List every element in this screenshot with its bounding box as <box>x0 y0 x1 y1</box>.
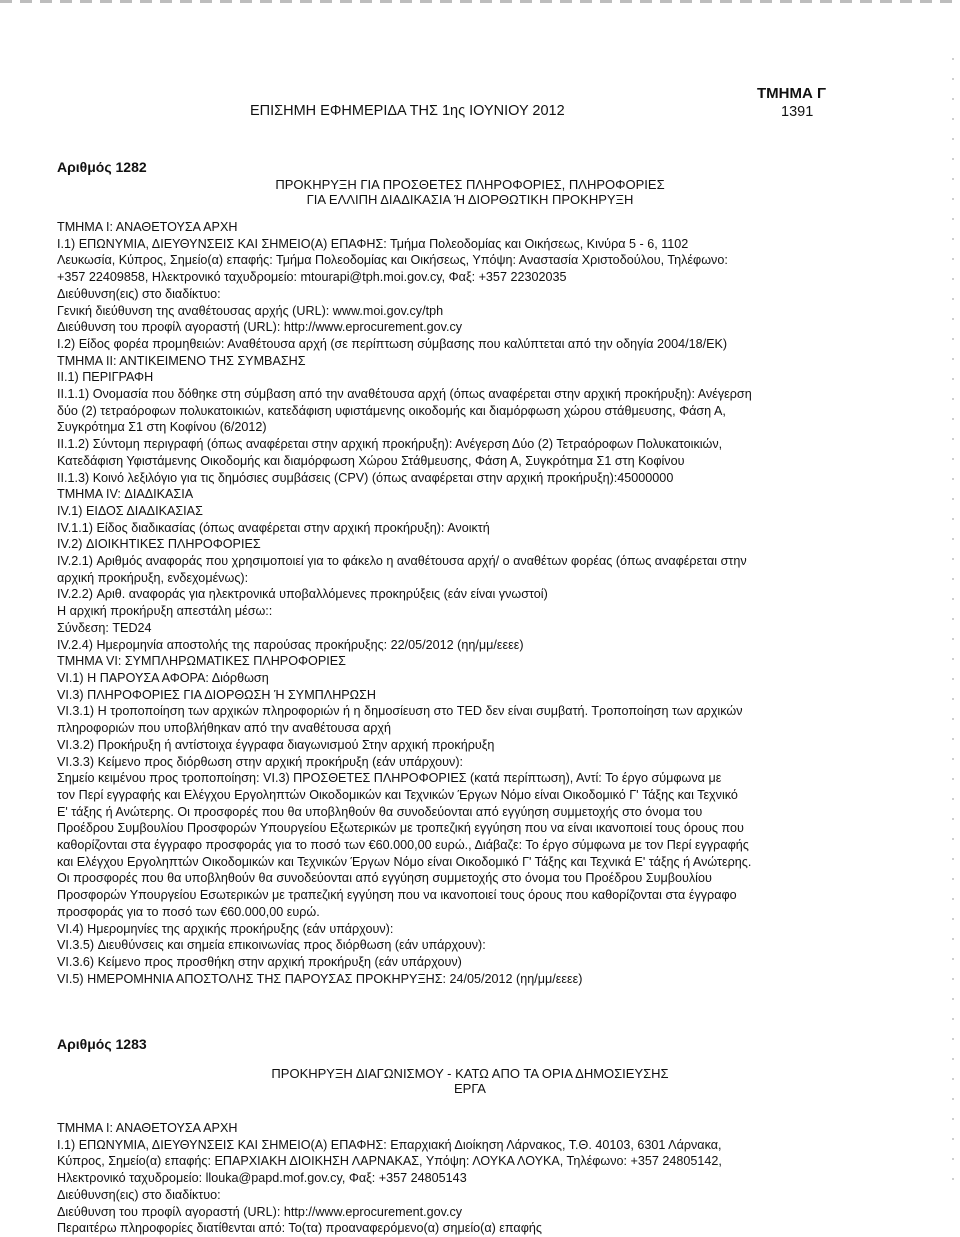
notice-title <box>140 177 800 207</box>
body-line: VI.4) Ημερομηνίες της αρχικής προκήρυξης (εάν υπάρχουν): <box>57 921 394 936</box>
notice-title <box>140 1066 800 1096</box>
body-line: VI.3.2) Προκήρυξη ή αντίστοιχα έγγραφα διαγωνισμού Στην αρχική προκήρυξη <box>57 737 495 752</box>
body-line: ΤΜΗΜΑ VI: ΣΥΜΠΛΗΡΩΜΑΤΙΚΕΣ ΠΛΗΡΟΦΟΡΙΕΣ <box>57 654 346 669</box>
scan-edge-marks <box>952 40 954 1190</box>
body-line: VI.3.3) Κείμενο προς διόρθωση στην αρχική προκήρυξη (εάν υπάρχουν): <box>57 754 464 769</box>
notice-body <box>57 219 834 987</box>
body-line: τον Περί εγγραφής και Ελέγχου Εργοληπτών Οικοδομικών και Τεχνικών Έργων Νόμο είναι Οικοδομικό Γ' Τάξης και Τεχνικό <box>57 787 738 802</box>
journal-title: ΕΠΙΣΗΜΗ ΕΦΗΜΕΡΙΔΑ ΤΗΣ 1ης ΙΟΥΝΙΟΥ 2012 <box>250 103 565 119</box>
body-line: Προέδρου Συμβουλίου Προσφορών Υπουργείου Εξωτερικών με τροπεζική εγγύηση που να είναι ικανοποιεί τους όρους που <box>57 821 744 836</box>
notice-title-line: ΓΙΑ ΕΛΛΙΠΗ ΔΙΑΔΙΚΑΣΙΑ Ή ΔΙΟΡΘΩΤΙΚΗ ΠΡΟΚΗΡΥΞΗ <box>306 192 634 207</box>
body-line: VI.3.6) Κείμενο προς προσθήκη στην αρχική προκήρυξη (εάν υπάρχουν) <box>57 954 462 969</box>
body-line: Ηλεκτρονικό ταχυδρομείο: llouka@papd.mof.gov.cy, Φαξ: +357 24805143 <box>57 1171 467 1186</box>
body-line: αρχική προκήρυξη, ενδεχομένως): <box>57 570 249 585</box>
body-line: VI.3.5) Διευθύνσεις και σημεία επικοινωνίας προς διόρθωση (εάν υπάρχουν): <box>57 938 486 953</box>
body-line: ΤΜΗΜΑ ΙΙ: ΑΝΤΙΚΕΙΜΕΝΟ ΤΗΣ ΣΥΜΒΑΣΗΣ <box>57 353 306 368</box>
body-line: Προσφορών Υπουργείου Εσωτερικών με τραπεζική εγγύηση που να ικανοποιεί τους όρους που καθορίζονται στα έγγραφο <box>57 888 737 903</box>
body-line: Διεύθυνση(εις) στο διαδίκτυο: <box>57 1187 221 1202</box>
body-line: ΤΜΗΜΑ Ι: ΑΝΑΘΕΤΟΥΣΑ ΑΡΧΗ <box>57 220 238 234</box>
body-line: Διεύθυνση του προφίλ αγοραστή (URL): http://www.eprocurement.gov.cy <box>57 320 463 335</box>
body-line: ΤΜΗΜΑ IV: ΔΙΑΔΙΚΑΣΙΑ <box>57 487 194 502</box>
body-line: καθορίζονται στα έγγραφο προσφοράς για το ποσό των €60.000,00 ευρώ., Διάβαζε: Το έργο σύμφωνα με τον Περί εγγραφής <box>57 838 749 853</box>
body-line: πληροφοριών που υποβλήθηκαν από την αναθέτουσα αρχή <box>57 721 392 736</box>
scan-edge-noise <box>0 0 960 3</box>
body-line: Κατεδάφιση Υφιστάμενης Οικοδομής και διαμόρφωση Χώρου Στάθμευσης, Φάση Α, Συγκρότημα Σ1 στη Κοφίνου <box>57 453 685 468</box>
section-label: ΤΜΗΜΑ Γ <box>757 85 827 102</box>
body-line: IV.2.4) Ημερομηνία αποστολής της παρούσας προκήρυξης: 22/05/2012 (ηη/μμ/εεεε) <box>57 637 524 652</box>
body-line: ΤΜΗΜΑ Ι: ΑΝΑΘΕΤΟΥΣΑ ΑΡΧΗ <box>57 1121 238 1135</box>
body-line: IV.2.1) Αριθμός αναφοράς που χρησιμοποιεί για το φάκελο η αναθέτουσα αρχή/ ο αναθέτων φορέας (όπως αναφέρεται στην <box>57 554 747 569</box>
body-line: ΙΙ.1.2) Σύντομη περιγραφή (όπως αναφέρεται στην αρχική προκήρυξη): Ανέγερση Δύο (2) Τετραόροφων Πολυκατοικιών, <box>57 437 723 452</box>
body-line: Διεύθυνση του προφίλ αγοραστή (URL): http://www.eprocurement.gov.cy <box>57 1204 463 1219</box>
body-line: IV.1.1) Είδος διαδικασίας (όπως αναφέρεται στην αρχική προκήρυξη): Ανοικτή <box>57 520 490 535</box>
body-line: Ι.1) ΕΠΩΝΥΜΙΑ, ΔΙΕΥΘΥΝΣΕΙΣ ΚΑΙ ΣΗΜΕΙΟ(Α) ΕΠΑΦΗΣ: Τμήμα Πολεοδομίας και Οικήσεως, Κινύρα 5 - 6, 1102 <box>57 236 689 251</box>
body-line: IV.1) ΕΙΔΟΣ ΔΙΑΔΙΚΑΣΙΑΣ <box>57 503 203 518</box>
notice-title-line: ΕΡΓΑ <box>454 1081 486 1096</box>
body-line: Συγκρότημα Σ1 στη Κοφίνου (6/2012) <box>57 420 267 435</box>
body-line: προσφοράς για το ποσό των €60.000,00 ευρώ. <box>57 904 320 919</box>
body-line: και Ελέγχου Εργοληπτών Οικοδομικών και Τεχνικών Έργων Νόμο είναι Οικοδομικό Γ' Τάξης και Τεχνικά Ε' τάξης ή Ανώτερης. <box>57 854 752 869</box>
body-line: IV.2.2) Αριθ. αναφοράς για ηλεκτρονικά υποβαλλόμενες προκηρύξεις (εάν είναι γνωστοί) <box>57 587 548 602</box>
notice-title-line: ΠΡΟΚΗΡΥΞΗ ΔΙΑΓΩΝΙΣΜΟΥ - ΚΑΤΩ ΑΠΟ ΤΑ ΟΡΙΑ ΔΗΜΟΣΙΕΥΣΗΣ <box>271 1066 669 1081</box>
body-line: Οι προσφορές που θα υποβληθούν θα συνοδεύονται από εγγύηση συμμετοχής στο όνομα του Προέδρου Συμβουλίου <box>57 871 712 886</box>
body-line: Περαιτέρω πληροφορίες διατίθενται από: Το(τα) προαναφερόμενο(α) σημείο(α) επαφής <box>57 1221 542 1236</box>
body-line: Λευκωσία, Κύπρος, Σημείο(α) επαφής: Τμήμα Πολεοδομίας και Οικήσεως, Υπόψη: Αναστασία Χριστοδούλου, Τηλέφωνο: <box>57 253 728 268</box>
body-line: Διεύθυνση(εις) στο διαδίκτυο: <box>57 286 221 301</box>
body-line: VI.5) ΗΜΕΡΟΜΗΝΙΑ ΑΠΟΣΤΟΛΗΣ ΤΗΣ ΠΑΡΟΥΣΑΣ ΠΡΟΚΗΡΥΞΗΣ: 24/05/2012 (ηη/μμ/εεεε) <box>57 971 583 986</box>
body-line: Η αρχική προκήρυξη απεστάλη μέσω:: <box>57 604 273 619</box>
body-line: VI.3) ΠΛΗΡΟΦΟΡΙΕΣ ΓΙΑ ΔΙΟΡΘΩΣΗ Ή ΣΥΜΠΛΗΡΩΣΗ <box>57 687 376 702</box>
body-line: VI.3.1) Η τροποποίηση των αρχικών πληροφοριών ή η δημοσίευση στο TED δεν είναι συμβατή. Τροποποίηση των αρχικών <box>57 704 743 719</box>
body-line: ΙΙ.1.1) Ονομασία που δόθηκε στη σύμβαση από την αναθέτουσα αρχή (όπως αναφέρεται στην αρχική προκήρυξη): Ανέγερση <box>57 387 752 402</box>
body-line: VI.1) Η ΠΑΡΟΥΣΑ ΑΦΟΡΑ: Διόρθωση <box>57 670 269 685</box>
body-line: Ε' τάξης ή Ανώτερης. Οι προσφορές που θα υποβληθούν θα συνοδεύονται από εγγύηση συμμετοχής στο όνομα του <box>57 804 703 819</box>
body-line: Ι.1) ΕΠΩΝΥΜΙΑ, ΔΙΕΥΘΥΝΣΕΙΣ ΚΑΙ ΣΗΜΕΙΟ(Α) ΕΠΑΦΗΣ: Επαρχιακή Διοίκηση Λάρνακος, Τ.Θ. 40103, 6301 Λάρνακα, <box>57 1137 722 1152</box>
body-line: ΙΙ.1) ΠΕΡΙΓΡΑΦΗ <box>57 370 154 385</box>
body-line: Ι.2) Είδος φορέα προμηθειών: Αναθέτουσα αρχή (σε περίπτωση σύμβασης που καλύπτεται από την οδηγία 2004/18/ΕΚ) <box>57 336 728 351</box>
notice-number: Αριθμός 1282 <box>57 159 147 175</box>
body-line: Γενική διεύθυνση της αναθέτουσας αρχής (URL): www.moi.gov.cy/tph <box>57 303 444 318</box>
notice-title-line: ΠΡΟΚΗΡΥΞΗ ΓΙΑ ΠΡΟΣΘΕΤΕΣ ΠΛΗΡΟΦΟΡΙΕΣ, ΠΛΗΡΟΦΟΡΙΕΣ <box>275 177 665 192</box>
body-line: δύο (2) τετραόροφων πολυκατοικιών, κατεδάφιση υφιστάμενης οικοδομής και διαμόρφωση χώρου στάθμευσης, Φάση Α, <box>57 403 726 418</box>
body-line: ΙΙ.1.3) Κοινό λεξιλόγιο για τις δημόσιες συμβάσεις (CPV) (όπως αναφέρεται στην αρχική προκήρυξη):45000000 <box>57 470 674 485</box>
body-line: Κύπρος, Σημείο(α) επαφής: ΕΠΑΡΧΙΑΚΗ ΔΙΟΙΚΗΣΗ ΛΑΡΝΑΚΑΣ, Υπόψη: ΛΟΥΚΑ ΛΟΥΚΑ, Τηλέφωνο: +357 24805142, <box>57 1154 722 1169</box>
body-line: Σύνδεση: TED24 <box>57 620 152 635</box>
page-number: 1391 <box>781 104 814 120</box>
body-line: IV.2) ΔΙΟΙΚΗΤΙΚΕΣ ΠΛΗΡΟΦΟΡΙΕΣ <box>57 537 261 552</box>
notice-number: Αριθμός 1283 <box>57 1036 147 1052</box>
body-line: +357 22409858, Ηλεκτρονικό ταχυδρομείο: mtourapi@tph.moi.gov.cy, Φαξ: +357 22302035 <box>57 270 567 285</box>
body-line: Σημείο κειμένου προς τροποποίηση: VI.3) ΠΡΟΣΘΕΤΕΣ ΠΛΗΡΟΦΟΡΙΕΣ (κατά περίπτωση), Αντί: Το έργο σύμφωνα με <box>57 771 722 786</box>
notice-body <box>57 1120 834 1237</box>
